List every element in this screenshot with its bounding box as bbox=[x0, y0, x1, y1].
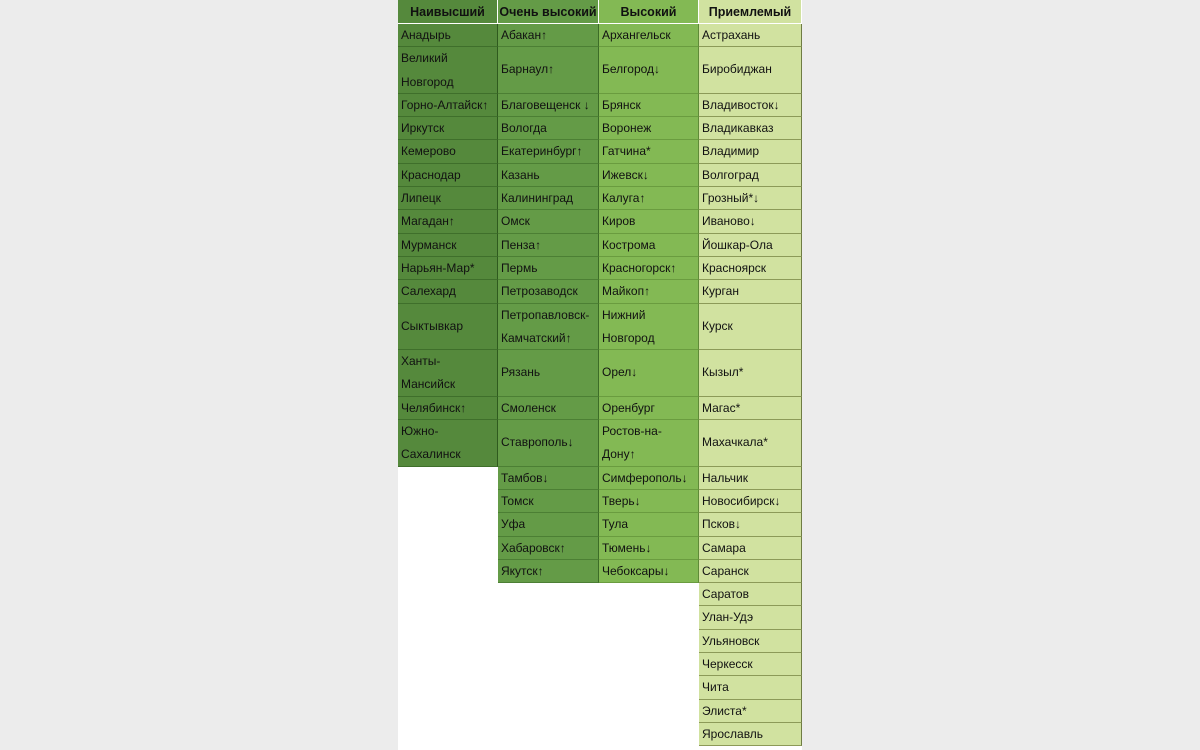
table-cell: Краснодар bbox=[398, 164, 498, 187]
table-cell: Кемерово bbox=[398, 140, 498, 163]
table-cell: Владимир bbox=[699, 140, 802, 163]
table-cell: Киров bbox=[599, 210, 699, 233]
table-cell: Саранск bbox=[699, 560, 802, 583]
column-very-high bbox=[498, 0, 599, 583]
column-header: Наивысший bbox=[398, 0, 498, 24]
table-cell: Калининград bbox=[498, 187, 599, 210]
table-cell: Липецк bbox=[398, 187, 498, 210]
table-cell: Анадырь bbox=[398, 24, 498, 47]
column-header: Высокий bbox=[599, 0, 699, 24]
table-cell: Кызыл* bbox=[699, 350, 802, 397]
table-cell: Биробиджан bbox=[699, 47, 802, 94]
table-cell: Мурманск bbox=[398, 234, 498, 257]
column-high bbox=[599, 0, 699, 583]
table-cell: Вологда bbox=[498, 117, 599, 140]
table-cell: Астрахань bbox=[699, 24, 802, 47]
table-cell: Ижевск↓ bbox=[599, 164, 699, 187]
table-cell: Нальчик bbox=[699, 467, 802, 490]
column-highest bbox=[398, 0, 498, 467]
table-cell: Петрозаводск bbox=[498, 280, 599, 303]
table-cell: Тула bbox=[599, 513, 699, 536]
table-cell: Калуга↑ bbox=[599, 187, 699, 210]
table-cell: Чебоксары↓ bbox=[599, 560, 699, 583]
table-cell: Благовещенск ↓ bbox=[498, 94, 599, 117]
table-cell: Якутск↑ bbox=[498, 560, 599, 583]
table-cell: Уфа bbox=[498, 513, 599, 536]
table-cell: Кострома bbox=[599, 234, 699, 257]
table-cell: Рязань bbox=[498, 350, 599, 397]
table-cell: Оренбург bbox=[599, 397, 699, 420]
table-cell: Иваново↓ bbox=[699, 210, 802, 233]
table-cell: Красноярск bbox=[699, 257, 802, 280]
table-cell: Хабаровск↑ bbox=[498, 537, 599, 560]
table-cell: Пенза↑ bbox=[498, 234, 599, 257]
table-cell: Орел↓ bbox=[599, 350, 699, 397]
table-cell: Ставрополь↓ bbox=[498, 420, 599, 467]
table-cell: Красногорск↑ bbox=[599, 257, 699, 280]
table-cell: Гатчина* bbox=[599, 140, 699, 163]
table-cell: Черкесск bbox=[699, 653, 802, 676]
table-cell: Магас* bbox=[699, 397, 802, 420]
column-header: Очень высокий bbox=[498, 0, 599, 24]
table-cell: Белгород↓ bbox=[599, 47, 699, 94]
table-cell: Ярославль bbox=[699, 723, 802, 746]
table-cell: Салехард bbox=[398, 280, 498, 303]
table-cell: Петропавловск-Камчатский↑ bbox=[498, 304, 599, 351]
column-acceptable bbox=[699, 0, 802, 746]
table-cell: Пермь bbox=[498, 257, 599, 280]
table-cell: Сыктывкар bbox=[398, 304, 498, 351]
table-cell: Махачкала* bbox=[699, 420, 802, 467]
table-cell: Иркутск bbox=[398, 117, 498, 140]
table-cell: Самара bbox=[699, 537, 802, 560]
table-cell: Новосибирск↓ bbox=[699, 490, 802, 513]
table-cell: Улан-Удэ bbox=[699, 606, 802, 629]
table-cell: Ханты-Мансийск bbox=[398, 350, 498, 397]
table-cell: Томск bbox=[498, 490, 599, 513]
table-cell: Воронеж bbox=[599, 117, 699, 140]
table-cell: Челябинск↑ bbox=[398, 397, 498, 420]
table-cell: Владикавказ bbox=[699, 117, 802, 140]
table-cell: Элиста* bbox=[699, 700, 802, 723]
table-cell: Брянск bbox=[599, 94, 699, 117]
table-cell: Тамбов↓ bbox=[498, 467, 599, 490]
table-cell: Тверь↓ bbox=[599, 490, 699, 513]
rating-table bbox=[398, 0, 802, 750]
table-cell: Великий Новгород bbox=[398, 47, 498, 94]
table-cell: Ростов-на-Дону↑ bbox=[599, 420, 699, 467]
table-cell: Чита bbox=[699, 676, 802, 699]
table-cell: Курган bbox=[699, 280, 802, 303]
table-cell: Майкоп↑ bbox=[599, 280, 699, 303]
table-cell: Курск bbox=[699, 304, 802, 351]
table-cell: Смоленск bbox=[498, 397, 599, 420]
table-cell: Тюмень↓ bbox=[599, 537, 699, 560]
table-cell: Казань bbox=[498, 164, 599, 187]
column-header: Приемлемый bbox=[699, 0, 802, 24]
table-cell: Екатеринбург↑ bbox=[498, 140, 599, 163]
table-cell: Нижний Новгород bbox=[599, 304, 699, 351]
table-cell: Симферополь↓ bbox=[599, 467, 699, 490]
table-cell: Псков↓ bbox=[699, 513, 802, 536]
table-cell: Абакан↑ bbox=[498, 24, 599, 47]
table-cell: Омск bbox=[498, 210, 599, 233]
table-cell: Грозный*↓ bbox=[699, 187, 802, 210]
table-cell: Южно-Сахалинск bbox=[398, 420, 498, 467]
table-cell: Волгоград bbox=[699, 164, 802, 187]
table-cell: Нарьян-Мар* bbox=[398, 257, 498, 280]
table-cell: Йошкар-Ола bbox=[699, 234, 802, 257]
table-cell: Ульяновск bbox=[699, 630, 802, 653]
table-cell: Саратов bbox=[699, 583, 802, 606]
table-cell: Горно-Алтайск↑ bbox=[398, 94, 498, 117]
table-cell: Архангельск bbox=[599, 24, 699, 47]
table-cell: Магадан↑ bbox=[398, 210, 498, 233]
table-cell: Барнаул↑ bbox=[498, 47, 599, 94]
table-cell: Владивосток↓ bbox=[699, 94, 802, 117]
